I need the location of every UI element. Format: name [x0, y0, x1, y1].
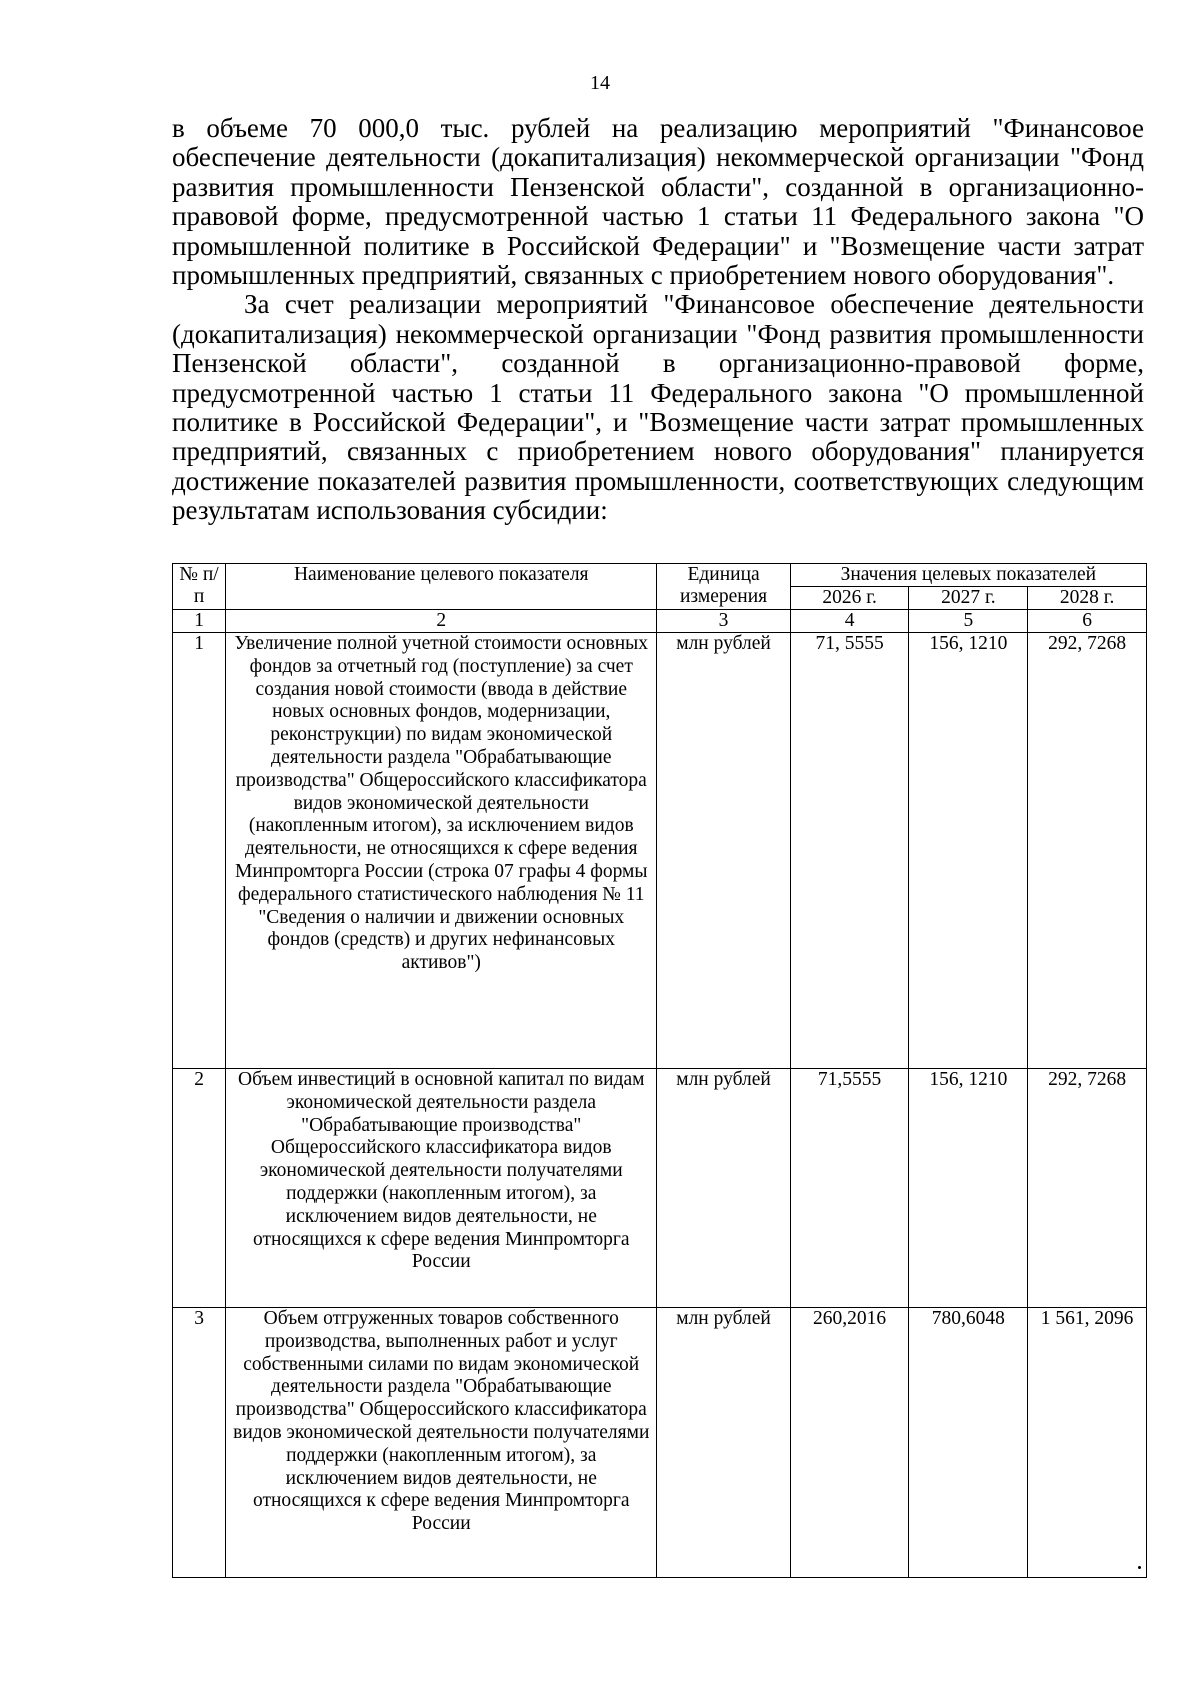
row-value-2027: 156, 1210: [909, 633, 1028, 1069]
table-header-row: [173, 564, 1147, 587]
header-num: № п/п: [173, 564, 226, 610]
header-name: Наименование целевого показателя: [226, 564, 657, 610]
row-value-2027: 780,6048: [909, 1308, 1028, 1578]
table-row: [173, 633, 1147, 1069]
column-numbers-row: [173, 610, 1147, 633]
column-number: 3: [657, 610, 790, 633]
trailing-dot: [1138, 1566, 1141, 1569]
table-row: [173, 1069, 1147, 1308]
row-value-2027: 156, 1210: [909, 1069, 1028, 1308]
column-number: 2: [226, 610, 657, 633]
header-values-group: Значения целевых показателей: [790, 564, 1146, 587]
row-num: 2: [173, 1069, 226, 1308]
column-number: 6: [1028, 610, 1147, 633]
row-unit: млн рублей: [657, 1308, 790, 1578]
row-value-2028: 292, 7268: [1028, 1069, 1147, 1308]
row-num: 3: [173, 1308, 226, 1578]
column-number: 1: [173, 610, 226, 633]
indicators-table: [172, 563, 1147, 1578]
table-row: [173, 1308, 1147, 1578]
row-value-2028: 1 561, 2096: [1028, 1308, 1147, 1578]
body-text: [172, 114, 1144, 526]
paragraph-1: в объеме 70 000,0 тыс. рублей на реализацию мероприятий "Финансовое обеспечение деятельности (докапитализация) некоммерческой организации "Фонд развития промышленности Пензенской области", созданной в организационно-правовой форме, предусмотренной частью 1 статьи 11 Федерального закона "О промышленной политике в Российской Федерации" и "Возмещение части затрат промышленных предприятий, связанных с приобретением нового оборудования".: [172, 113, 1144, 291]
header-unit: Единица измерения: [657, 564, 790, 610]
column-number: 4: [790, 610, 909, 633]
header-year-2027: 2027 г.: [909, 587, 1028, 610]
row-indicator-name: Объем инвестиций в основной капитал по видам экономической деятельности раздела "Обрабатывающие производства" Общероссийского классификатора видов экономической деятельности получателями поддержки (накопленным итогом), за исключением видов деятельности, не относящихся к сфере ведения Минпромторга России: [226, 1069, 657, 1308]
header-year-2028: 2028 г.: [1028, 587, 1147, 610]
row-value-2028: 292, 7268: [1028, 633, 1147, 1069]
row-num: 1: [173, 633, 226, 1069]
paragraph-2: За счет реализации мероприятий "Финансовое обеспечение деятельности (докапитализация) некоммерческой организации "Фонд развития промышленности Пензенской области", созданной в организационно-правовой форме, предусмотренной частью 1 статьи 11 Федерального закона "О промышленной политике в Российской Федерации", и "Возмещение части затрат промышленных предприятий, связанных с приобретением нового оборудования" планируется достижение показателей развития промышленности, соответствующих следующим результатам использования субсидии:: [172, 289, 1144, 526]
row-unit: млн рублей: [657, 633, 790, 1069]
column-number: 5: [909, 610, 1028, 633]
row-value-2026: 71, 5555: [790, 633, 909, 1069]
row-indicator-name: Увеличение полной учетной стоимости основных фондов за отчетный год (поступление) за счет создания новой стоимости (ввода в действие новых основных фондов, модернизации, реконструкции) по видам экономической деятельности раздела "Обрабатывающие производства" Общероссийского классификатора видов экономической деятельности (накопленным итогом), за исключением видов деятельности, не относящихся к сфере ведения Минпромторга России (строка 07 графы 4 формы федерального статистического наблюдения № 11 "Сведения о наличии и движении основных фондов (средств) и других нефинансовых активов"): [226, 633, 657, 1069]
header-year-2026: 2026 г.: [790, 587, 909, 610]
row-indicator-name: Объем отгруженных товаров собственного производства, выполненных работ и услуг собственными силами по видам экономической деятельности раздела "Обрабатывающие производства" Общероссийского классификатора видов экономической деятельности получателями поддержки (накопленным итогом), за исключением видов деятельности, не относящихся к сфере ведения Минпромторга России: [226, 1308, 657, 1578]
page-number: 14: [590, 72, 610, 94]
row-unit: млн рублей: [657, 1069, 790, 1308]
row-value-2026: 260,2016: [790, 1308, 909, 1578]
row-value-2026: 71,5555: [790, 1069, 909, 1308]
